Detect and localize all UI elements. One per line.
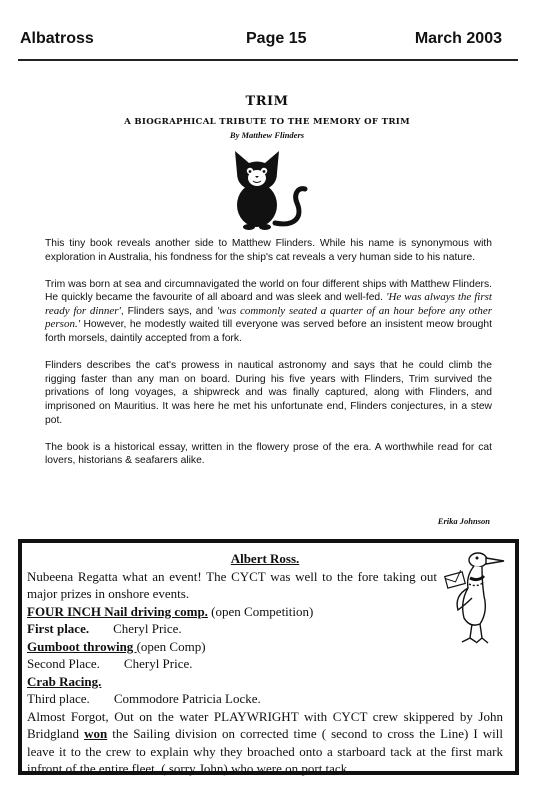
article-title: TRIM: [245, 94, 289, 109]
paragraph-2: Trim was born at sea and circumnavigated the world on four different ships with Matthew Flinders. He quickly became the favourite of all aboard and was sleek and well-fed. 'He was always the first ready for dinner', Flinders says, and 'was commonly seated a quarter of an hour before any other person.' However, he modestly waited till everyone was served before an insistent meow brought forth morsels, daintily accepted from a fork.: [45, 278, 493, 345]
author-signature: Erika Johnson: [437, 516, 490, 526]
box-text: [27, 550, 503, 778]
article-subtitle: A BIOGRAPHICAL TRIBUTE TO THE MEMORY OF TRIM: [124, 117, 410, 127]
header-divider: [18, 59, 518, 61]
newsletter-name: Albatross: [20, 30, 94, 47]
sailing-result: Almost Forgot, Out on the water PLAYWRIGHT with CYCT crew skippered by John Bridgland won the Sailing division on corrected time ( second to cross the Line) I will leave it to the crew to explain why they broached onto a starboard tack at the first mark infront of the entire fleet. ( sorry John) who were on port tack.: [27, 708, 503, 776]
event-nail-driving: FOUR INCH Nail driving comp. (open Competition): [27, 603, 314, 619]
event-crab-racing: Crab Racing.: [27, 673, 102, 689]
result-nail-driving: First place. Cheryl Price.: [27, 621, 182, 636]
box-title: Albert Ross.: [230, 551, 300, 566]
paragraph-4: The book is a historical essay, written in the flowery prose of the era. A worthwhile read for cat lovers, historians & seafarers alike.: [45, 441, 492, 467]
paragraph-1: This tiny book reveals another side to Matthew Flinders. While his name is synonymous with exploration in Australia, his fondness for the ship's cat reveals a very human side to his nature.: [45, 238, 492, 263]
quote-2: 'was commonly seated a quarter of an hour before any other person.': [45, 304, 493, 331]
quote-1: 'He was always the first ready for dinner': [45, 291, 492, 317]
issue-date: March 2003: [414, 30, 502, 47]
page-header: [18, 30, 518, 52]
albert-ross-box: [18, 539, 519, 775]
page-number: Page 15: [246, 30, 307, 47]
paragraph-3: Flinders describes the cat's prowess in nautical astronomy and says that he could climb the rigging faster than any man on board. During his five years with Flinders, Trim survived the privations of long voyages, a shipwreck and was finally captured, along with Flinders, and imprisoned on Mauritius. It was here he met his unfortunate end, Flinders conjectures, in a stew pot.: [45, 360, 492, 426]
result-gumboot: Second Place. Cheryl Price.: [27, 656, 193, 671]
result-crab-racing: Third place. Commodore Patricia Locke.: [27, 691, 261, 706]
event-gumboot: Gumboot throwing (open Comp): [27, 638, 206, 654]
regatta-intro: Nubeena Regatta what an event! The CYCT was well to the fore taking out major prizes in onshore events.: [27, 568, 437, 601]
article-body: [45, 237, 492, 481]
article-byline: By Matthew Flinders: [229, 130, 305, 140]
cat-icon: [223, 143, 313, 233]
